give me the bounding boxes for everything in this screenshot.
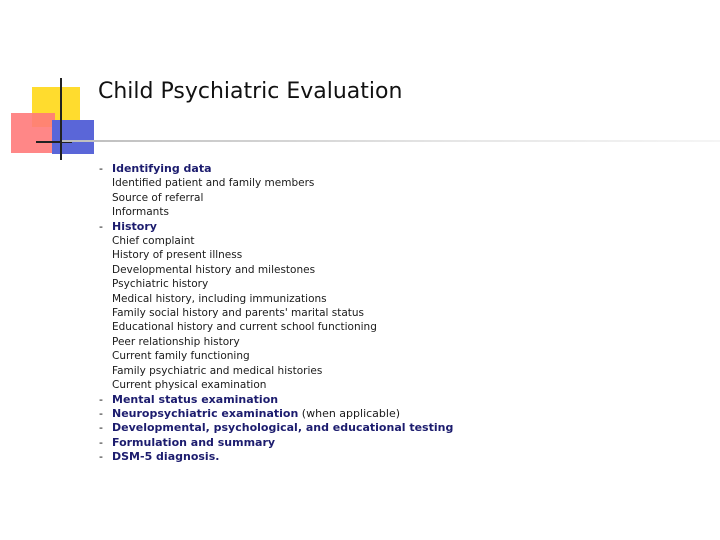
bullet-dash: - (99, 406, 103, 420)
bullet-dash: - (99, 392, 103, 406)
list-item: Family psychiatric and medical histories (112, 364, 323, 377)
list-item: Current physical examination (112, 379, 267, 392)
section-heading-row (99, 220, 699, 234)
list-item: Chief complaint (112, 235, 195, 248)
section-heading-row (99, 421, 699, 435)
list-item: Psychiatric history (112, 278, 209, 291)
title-underline (62, 140, 720, 142)
list-item: Peer relationship history (112, 335, 240, 348)
list-item: Developmental history and milestones (112, 263, 316, 276)
bullet-dash: - (99, 421, 103, 435)
bullet-dash: - (99, 450, 103, 464)
list-item: Identified patient and family members (112, 177, 315, 190)
section-heading-row (99, 162, 699, 176)
section-heading: Developmental, psychological, and educational testing (112, 421, 454, 435)
section-heading: Neuropsychiatric examination (112, 406, 299, 420)
bullet-dash: - (99, 219, 103, 233)
bullet-dash: - (99, 435, 103, 449)
vertical-line (60, 78, 62, 160)
section-heading-row (99, 450, 699, 464)
list-item: Educational history and current school functioning (112, 321, 377, 334)
section-heading-row (99, 393, 699, 407)
section-heading: Mental status examination (112, 392, 279, 406)
list-item: Current family functioning (112, 350, 250, 363)
slide-title: Child Psychiatric Evaluation (98, 79, 403, 104)
list-item: Informants (112, 206, 169, 219)
section-note: (when applicable) (298, 406, 401, 420)
evaluation-outline (99, 162, 699, 465)
section-heading-row (99, 407, 699, 421)
list-item: Medical history, including immunizations (112, 292, 327, 305)
blue-square (52, 120, 94, 154)
list-item: History of present illness (112, 249, 243, 262)
section-heading-row (99, 436, 699, 450)
section-heading: Formulation and summary (112, 435, 276, 449)
list-item: Family social history and parents' marital status (112, 307, 365, 320)
section-heading: History (112, 219, 157, 233)
section-heading: Identifying data (112, 162, 212, 175)
pink-square (11, 113, 55, 153)
bullet-dash: - (99, 162, 103, 175)
section-heading: DSM-5 diagnosis. (112, 450, 220, 464)
list-item: Source of referral (112, 191, 204, 204)
